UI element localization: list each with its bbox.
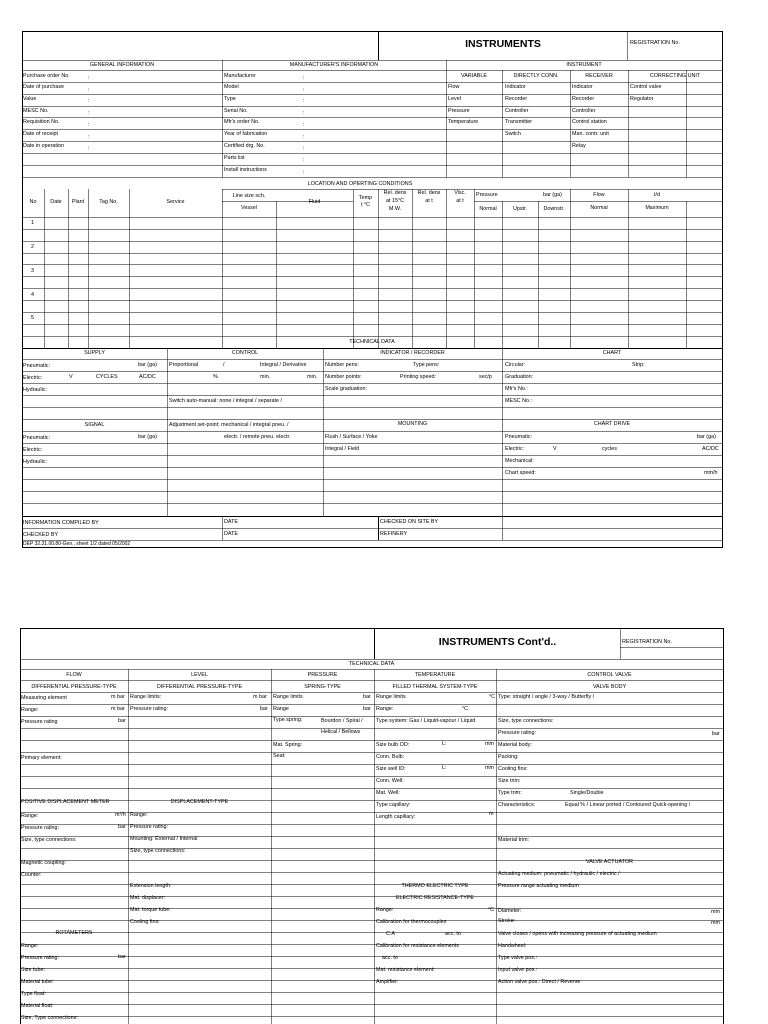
col-pressure: Pressure — [476, 192, 498, 198]
col-tag: Tag No. — [99, 199, 118, 205]
control-adjustment-2: electr. / remote pneu. electr. — [224, 434, 291, 440]
indicator-recorder-header: INDICATOR / RECORDER — [380, 350, 445, 356]
chart-drive-mechanical: Mechanical: — [505, 458, 534, 464]
supply-pneumatic: Pneumatic: — [23, 363, 50, 369]
mfrs-order-label: Mfr's order No. — [224, 119, 260, 125]
variable-level: Level — [448, 96, 461, 102]
control-percent: % — [213, 374, 218, 380]
level-mbar: m bar — [253, 694, 267, 700]
indicator-type-pens: Type pens: — [413, 362, 440, 368]
length-capillary: Length capillary: — [376, 814, 416, 820]
col-vessel: Vessel — [241, 205, 257, 211]
certified-drg-label: Certified drg. No. — [224, 143, 265, 149]
supply-electric: Electric: — [23, 375, 43, 381]
dep-reference: DEP 32.31.00.80-Gen., sheet 1/2 dated 05/2002 — [23, 541, 131, 547]
checked-on-site-label: CHECKED ON SITE BY — [380, 519, 439, 525]
temp-c-1: °C — [489, 694, 496, 700]
counter: Counter: — [21, 872, 42, 878]
colon-column: : : : : : : : — [88, 75, 90, 152]
pd-range: Range: — [21, 813, 39, 819]
mounting-header: MOUNTING — [397, 421, 428, 427]
manufacturer-label: Manufacturer — [224, 73, 256, 79]
type-system: Type system: Gas / Liquid-vapour / Liquid — [376, 718, 476, 724]
bulb-l: L: — [442, 741, 447, 747]
control-min-2: min. — [307, 374, 318, 380]
receiver-man-contr-unit: Man. contr. unit — [572, 131, 609, 137]
thermo-electric-header: THERMO ELECTRIC TYPE — [401, 883, 469, 889]
direct-controller: Controller — [505, 108, 529, 114]
variable-temperature: Temperature — [448, 119, 479, 125]
size-bulb: Size bulb OD: — [376, 742, 410, 748]
capillary-m: m — [489, 811, 494, 817]
supply-bar: bar (ga) — [138, 362, 157, 368]
rot-bar: bar — [118, 954, 126, 960]
pd-bar: bar — [118, 824, 126, 830]
control-switch: Switch auto-manual: none / integral / separate / — [169, 398, 282, 404]
temp-range: Range: — [376, 706, 394, 712]
signal-hydraulic: Hydraulic: — [23, 459, 47, 465]
date-label-1: DATE — [224, 519, 238, 525]
indicator-number-pens: Number pens: — [325, 362, 359, 368]
col-no: No — [29, 199, 37, 205]
technical-data-header-2: TECHNICAL DATA — [348, 661, 395, 667]
level-subheader: DIFFERENTIAL PRESSURE-TYPE — [156, 684, 243, 690]
flow-mbar-2: m bar — [111, 706, 125, 712]
requisition-no-label: Requisition No. — [23, 119, 60, 125]
type-spring: Type spring: — [273, 717, 303, 723]
calibration-thermocouples: Calibration for thermocouples — [376, 919, 447, 925]
rot-material-tube: Material tube: — [21, 979, 54, 985]
col-rel-dens-1: Rel. dens — [383, 190, 407, 196]
te-range: Range: — [376, 907, 394, 913]
stroke-mm: mm — [711, 920, 720, 926]
valve-packing: Packing: — [498, 754, 519, 760]
mat-displacer: Mat. displacer: — [130, 895, 166, 901]
type-valve-pos: Type valve pos.: — [498, 955, 537, 961]
direct-transmitter: Transmitter — [505, 119, 533, 125]
signal-electric: Electric: — [23, 447, 43, 453]
chart-mesc-no: MESC No.: — [505, 398, 532, 404]
temperature-subheader: FILLED THERMAL SYSTEM-TYPE — [392, 684, 478, 690]
diameter-mm: mm — [711, 909, 720, 915]
type-capillary: Type capillary: — [376, 802, 411, 808]
col-flow-normal: Normal — [590, 205, 608, 211]
disp-size-connections: Size, type connections: — [130, 848, 186, 854]
temp-c-2: °C — [462, 706, 469, 712]
actuator-diameter: Diameter: — [498, 908, 522, 914]
col-upstr: Upstr. — [512, 206, 528, 212]
chart-drive-mmh: mm/h — [704, 470, 718, 476]
displacement-header: DISPLACEMENT-TYPE — [170, 799, 229, 805]
purchase-order-label: Purchase order No. — [23, 73, 70, 79]
disp-pressure-rating: Pressure rating: — [130, 824, 169, 830]
col-mw: M.W. — [388, 206, 402, 212]
valve-size-trim: Size trim: — [498, 778, 521, 784]
chart-drive-cycles: cycles — [602, 446, 617, 452]
acc-to-1: acc. to — [445, 931, 461, 937]
amplifier: Amplifier: — [376, 979, 399, 985]
row-number: 5 — [31, 315, 34, 321]
page-title-2: INSTRUMENTS Cont'd.. — [438, 636, 557, 648]
action-valve-pos: Action valve pos.: Direct / Reverse — [498, 979, 581, 985]
chart-drive-header: CHART DRIVE — [593, 421, 631, 427]
col-date: Date — [50, 199, 62, 205]
variable-flow: Flow — [448, 84, 460, 90]
chart-strip: Strip: — [632, 362, 645, 368]
extension-length: Extension length: — [130, 883, 172, 889]
col-rel-dens-2b: at t — [425, 198, 433, 204]
spring-options: Bourdon / Spiral / — [321, 718, 363, 724]
col-normal: Normal — [479, 206, 497, 212]
row-number: 1 — [31, 220, 34, 226]
pd-size-connections: Size, type connections: — [21, 837, 77, 843]
valve-size-connections: Size, type connections: — [498, 718, 554, 724]
col-flow: Flow — [593, 192, 605, 198]
calibration-resistance: Calibration for resistance elements — [376, 943, 459, 949]
chart-drive-bar: bar (ga) — [697, 434, 716, 440]
control-header: CONTROL — [231, 350, 259, 356]
rot-pressure-rating: Pressure rating: — [21, 955, 60, 961]
valve-material-trim: Material trim: — [498, 837, 530, 843]
receiver-relay: Relay — [572, 143, 586, 149]
type-label: Type — [224, 96, 236, 102]
size-well: Size well ID: — [376, 766, 406, 772]
indicator-scale-graduation: Scale graduation: — [325, 386, 367, 392]
rot-size-connections: Size, Type connections: — [21, 1015, 78, 1021]
acc-to-2: acc. to — [382, 955, 398, 961]
pressure-header: PRESSURE — [307, 672, 338, 678]
technical-data-header: TECHNICAL DATA — [349, 339, 395, 345]
chart-drive-v: V — [553, 446, 557, 452]
registration-label-2: REGISTRATION No. — [622, 639, 672, 645]
signal-header: SIGNAL — [84, 422, 105, 428]
level-header: LEVEL — [191, 672, 208, 678]
col-temp-unit: t °C — [360, 202, 371, 208]
valve-body-subheader: VALVE BODY — [592, 684, 627, 690]
flow-mbar-1: m bar — [111, 694, 125, 700]
flow-measuring-element: Measuring element — [21, 695, 67, 701]
input-valve-pos: Input valve pos.: — [498, 967, 538, 973]
indicator-secp: sec/p — [479, 374, 492, 380]
conn-well: Conn. Well: — [376, 778, 404, 784]
receiver-indicator: Indicator — [572, 84, 593, 90]
mesc-no-label: MESC No. — [23, 108, 49, 114]
control-valve-header: CONTROL VALVE — [587, 672, 632, 678]
valve-closes-opens: Valve closes / opens with increasing pressure of actuating medium — [498, 931, 657, 937]
rot-size-tube: Size tube: — [21, 967, 45, 973]
temperature-header: TEMPERATURE — [414, 672, 456, 678]
location-header: LOCATION AND OPERTING CONDITIONS — [307, 181, 413, 187]
level-pressure-rating: Pressure rating: — [130, 706, 169, 712]
model-label: Model — [224, 84, 239, 90]
well-mm: mm — [485, 765, 494, 771]
mat-torque-tube: Mat. torque tube: — [130, 907, 171, 913]
row-number: 3 — [31, 268, 34, 274]
colon-column: : : : : : : : : : — [303, 75, 305, 175]
date-label-2: DATE — [224, 531, 238, 537]
indicator-number-points: Number points: — [325, 374, 362, 380]
rot-range: Range: — [21, 943, 39, 949]
page-title: INSTRUMENTS — [465, 38, 541, 50]
control-min-1: min. — [260, 374, 271, 380]
col-temp: Temp — [358, 195, 373, 201]
conn-bulb: Conn. Bulb: — [376, 754, 405, 760]
signal-bar: bar (ga) — [138, 434, 157, 440]
serial-no-label: Serial No. — [224, 108, 248, 114]
mounting-flush: Flush / Surface / Yoke — [325, 434, 378, 440]
variable-header: VARIABLE — [461, 73, 487, 79]
pressure-subheader: SPRING-TYPE — [304, 684, 341, 690]
chart-drive-pneumatic: Pneumatic: — [505, 434, 532, 440]
pd-meter-header: POSITIVE DISPLACEMENT METER — [21, 799, 110, 805]
chart-mfrs-no: Mfr's No.: — [505, 386, 528, 392]
chart-drive-electric: Electric: — [505, 446, 525, 452]
direct-switch: Switch — [505, 131, 521, 137]
supply-header: SUPPLY — [84, 350, 105, 356]
pressure-range: Range — [273, 706, 289, 712]
control-slash: / — [223, 362, 225, 368]
chart-drive-acdc: AC/DC — [702, 446, 719, 452]
supply-v: V — [69, 374, 73, 380]
checked-by-label: CHECKED BY — [23, 532, 59, 538]
disp-range: Range: — [130, 812, 148, 818]
install-instructions-label: Install instructions — [224, 167, 267, 173]
calibration-ca: C.A — [386, 931, 395, 937]
valve-cooling-fins: Cooling fins: — [498, 766, 528, 772]
mounting-integral: Integral / Field — [325, 446, 360, 452]
receiver-recorder: Recorder — [572, 96, 595, 102]
mat-well: Mat. Well: — [376, 790, 400, 796]
pressure-range-limits: Range limits — [273, 694, 303, 700]
flow-range: Range: — [21, 707, 39, 713]
control-adjustment: Adjustment set-point: mechanical / integral pneu. / — [169, 422, 289, 428]
valve-single-double: Single/Double — [570, 790, 604, 796]
col-downstr: Downstr. — [543, 206, 565, 212]
chart-drive-speed: Chart speed: — [505, 470, 536, 476]
date-of-purchase-label: Date of purchase — [23, 84, 65, 90]
actuator-stroke: Stroke: — [498, 918, 516, 924]
manufacturers-information-header: MANUFACTURER'S INFORMATION — [289, 62, 379, 68]
registration-label: REGISTRATION No. — [630, 40, 680, 46]
valve-type-trim: Type trim: — [498, 790, 522, 796]
te-c: °C — [488, 907, 495, 913]
col-rel-dens-2: Rel. dens — [417, 190, 441, 196]
mat-spring: Mat. Spring: — [273, 742, 303, 748]
col-service: Service — [166, 199, 185, 205]
rot-material-float: Material float: — [21, 1003, 54, 1009]
control-proportional: Proportional — [169, 362, 199, 368]
flow-pressure-rating: Pressure rating — [21, 719, 58, 725]
col-maximum: Maximum — [645, 205, 669, 211]
rot-type-float: Type float: — [21, 991, 46, 997]
rotameters-header: ROTAMETERS — [55, 930, 93, 936]
date-in-operation-label: Date in operation — [23, 143, 65, 149]
level-cooling-fins: Cooling fins: — [130, 919, 160, 925]
directly-conn-header: DIRECTLY CONN. — [513, 73, 559, 79]
parts-list-label: Parts list — [224, 155, 245, 161]
level-bar: bar — [260, 706, 268, 712]
pressure-range-actuating: Pressure range actuating medium — [498, 883, 579, 889]
direct-indicator: Indicator — [505, 84, 526, 90]
magnetic-coupling: Magnetic coupling: — [21, 860, 66, 866]
signal-pneumatic: Pneumatic: — [23, 435, 50, 441]
flow-bar: bar — [118, 718, 126, 724]
value-label: Value — [23, 96, 37, 102]
valve-pressure-rating: Pressure rating: — [498, 730, 537, 736]
valve-type: Type: straight / angle / 3-way / Butterfly / — [498, 694, 595, 700]
supply-hydraulic: Hydraulic: — [23, 387, 47, 393]
general-information-header: GENERAL INFORMATION — [89, 62, 155, 68]
correcting-control-valve: Control valve — [630, 84, 662, 90]
chart-header: CHART — [602, 350, 622, 356]
actuating-medium: Actuating medium: pneumatic / hydraulic / electric / — [498, 871, 620, 877]
direct-recorder: Recorder — [505, 96, 528, 102]
col-line-size: Line size sch. — [232, 193, 266, 199]
disp-mounting: Mounting: External / Internal — [130, 836, 198, 842]
valve-characteristics: Characteristics: — [498, 802, 536, 808]
receiver-header: RECEIVER — [585, 73, 613, 79]
valve-characteristics-options: Equal % / Linear ported / Contoured Quick-opening / — [565, 802, 691, 808]
spring-options-2: Helical / Bellows — [321, 729, 361, 735]
receiver-controller: Controller — [572, 108, 596, 114]
level-range-limits: Range limits: — [130, 694, 162, 700]
correcting-unit-header: CORRECTING UNIT — [649, 73, 701, 79]
flow-primary-element: Primary element: — [21, 755, 62, 761]
pressure-bar-2: bar — [363, 706, 371, 712]
indicator-printing-speed: Printing speed: — [400, 374, 436, 380]
date-of-receipt-label: Date of receipt — [23, 131, 59, 137]
col-plant: Plant — [71, 199, 85, 205]
bulb-mm: mm — [485, 741, 494, 747]
col-rel-dens-1b: at 15°C — [385, 198, 405, 204]
well-l: L: — [442, 765, 447, 771]
mat-resistance-element: Mat. resistance element: — [376, 967, 435, 973]
col-visc: Visc. — [454, 190, 466, 196]
handwheel: Handwheel: — [498, 943, 527, 949]
control-integral: Integral / Derivative — [260, 362, 307, 368]
chart-graduation: Graduation: — [505, 374, 534, 380]
compiled-by-label: INFORMATION COMPILED BY — [23, 520, 99, 526]
refinery-label: REFINERY — [380, 531, 408, 537]
variable-pressure: Pressure — [448, 108, 470, 114]
temp-range-limits: Range limits — [376, 694, 406, 700]
correcting-regulator: Regulator — [630, 96, 654, 102]
col-fluid: Fluid — [308, 199, 321, 205]
row-number: 2 — [31, 244, 34, 250]
col-td: t/d — [654, 192, 660, 198]
electric-resistance-header: ELECTRIC RESISTANCE-TYPE — [395, 895, 475, 901]
valve-material-body: Material body: — [498, 742, 532, 748]
receiver-control-station: Control station — [572, 119, 607, 125]
pd-m3h: m³/h — [115, 812, 126, 818]
year-of-fabrication-label: Year of fabrication — [224, 131, 268, 137]
col-visc-b: at t — [456, 198, 464, 204]
supply-acdc: AC/DC — [139, 374, 156, 380]
flow-subheader: DIFFERENTIAL PRESSURE-TYPE — [31, 684, 117, 690]
supply-cycles: CYCLES — [96, 374, 118, 380]
chart-circular: Circular: — [505, 362, 526, 368]
pd-pressure-rating: Pressure rating: — [21, 825, 60, 831]
flow-header: FLOW — [66, 672, 82, 678]
valve-actuator-header: VALVE ACTUATOR — [586, 859, 633, 865]
row-number: 4 — [31, 292, 34, 298]
instrument-header: INSTRUMENT — [566, 62, 602, 68]
pressure-bar-1: bar — [363, 694, 371, 700]
valve-bar: bar — [712, 731, 720, 737]
seat: Seat: — [273, 753, 286, 759]
col-bar-ga: bar (ga) — [543, 192, 562, 198]
